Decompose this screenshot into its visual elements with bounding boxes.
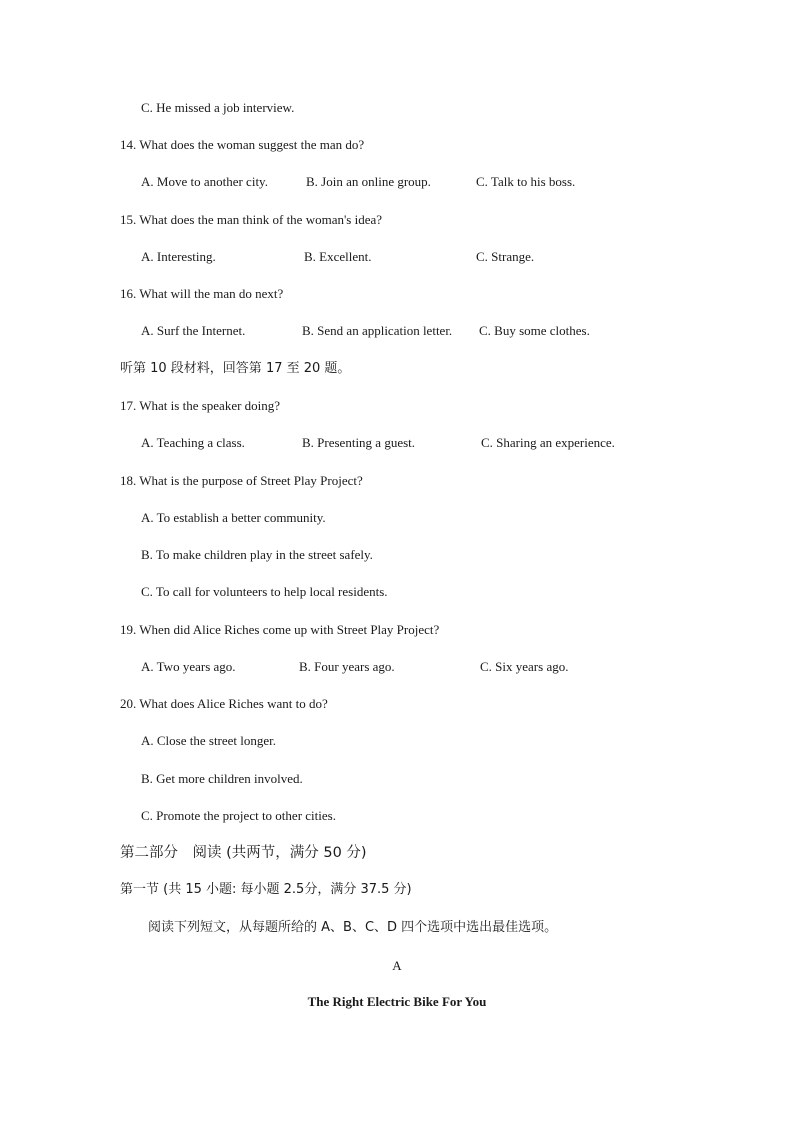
- question-17-option-c: C. Sharing an experience.: [481, 435, 615, 450]
- question-14-option-a: A. Move to another city.: [141, 174, 268, 189]
- question-20-option-b: B. Get more children involved.: [141, 771, 303, 786]
- question-14-option-b: B. Join an online group.: [306, 174, 431, 189]
- question-19-option-b: B. Four years ago.: [299, 659, 395, 674]
- part-two-heading: 第二部分 阅读 (共两节，满分 50 分): [120, 845, 367, 861]
- question-18: 18. What is the purpose of Street Play Project?: [120, 473, 363, 488]
- question-15-option-b: B. Excellent.: [304, 249, 372, 264]
- section-one-heading: 第一节 (共 15 小题: 每小题 2.5分，满分 37.5 分): [120, 882, 412, 897]
- question-16-option-b: B. Send an application letter.: [302, 323, 453, 338]
- passage-title: The Right Electric Bike For You: [307, 994, 487, 1009]
- question-17-option-b: B. Presenting a guest.: [302, 435, 416, 450]
- question-19-option-c: C. Six years ago.: [480, 659, 569, 674]
- question-15-option-c: C. Strange.: [476, 249, 535, 264]
- question-18-option-a: A. To establish a better community.: [141, 510, 326, 525]
- question-15-option-a: A. Interesting.: [141, 249, 216, 264]
- question-18-option-c: C. To call for volunteers to help local residents.: [141, 584, 388, 599]
- question-20-option-c: C. Promote the project to other cities.: [141, 808, 336, 823]
- question-18-option-b: B. To make children play in the street safely.: [141, 547, 373, 562]
- reading-instruction: 阅读下列短文，从每题所给的 A、B、C、D 四个选项中选出最佳选项。: [148, 920, 558, 935]
- question-17: 17. What is the speaker doing?: [120, 398, 281, 413]
- question-19: 19. When did Alice Riches come up with Street Play Project?: [120, 622, 440, 637]
- question-20-option-a: A. Close the street longer.: [141, 733, 277, 748]
- listening-instruction-10: 听第 10 段材料，回答第 17 至 20 题。: [120, 361, 351, 376]
- question-14-option-c: C. Talk to his boss.: [476, 174, 576, 189]
- question-19-option-a: A. Two years ago.: [141, 659, 236, 674]
- question-16-option-c: C. Buy some clothes.: [479, 323, 590, 338]
- question-17-option-a: A. Teaching a class.: [141, 435, 245, 450]
- question-13-option-c: C. He missed a job interview.: [141, 100, 295, 115]
- question-16-option-a: A. Surf the Internet.: [141, 323, 246, 338]
- question-15: 15. What does the man think of the woman's idea?: [120, 212, 383, 227]
- question-14: 14. What does the woman suggest the man do?: [120, 137, 365, 152]
- question-16: 16. What will the man do next?: [120, 286, 284, 301]
- passage-letter: A: [392, 958, 402, 973]
- question-20: 20. What does Alice Riches want to do?: [120, 696, 328, 711]
